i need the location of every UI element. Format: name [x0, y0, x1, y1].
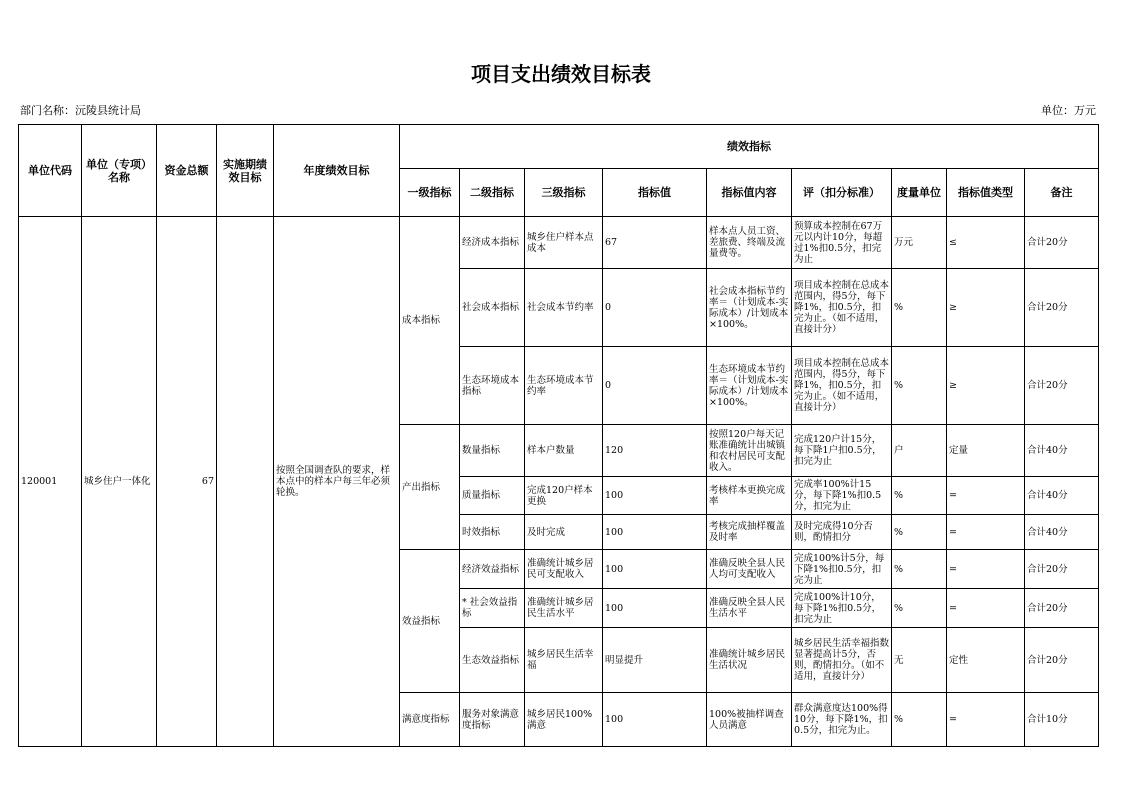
level1-cost: 成本指标 — [400, 217, 460, 425]
table-cell-scoring: 预算成本控制在67万元以内计10分，每超过1%扣0.5分，扣完为止 — [792, 217, 892, 269]
table-cell-content: 按照120户每天记账准确统计出城镇和农村居民可支配收入。 — [707, 425, 792, 477]
table-cell-value: 67 — [603, 217, 707, 269]
table-cell-unit: 户 — [892, 425, 947, 477]
table-cell-unit: 无 — [892, 628, 947, 693]
table-cell-l3: 城乡居民生活幸福 — [525, 628, 603, 693]
table-cell-value: 100 — [603, 693, 707, 747]
table-cell-value: 100 — [603, 589, 707, 628]
table-cell-value: 120 — [603, 425, 707, 477]
table-cell-scoring: 及时完成得10分否则，酌情扣分 — [792, 515, 892, 550]
table-cell-l2: 服务对象满意度指标 — [460, 693, 525, 747]
table-cell-unit: % — [892, 347, 947, 425]
table-cell-l2: 数量指标 — [460, 425, 525, 477]
table-cell-remark: 合计20分 — [1025, 589, 1099, 628]
table-cell-l2: 经济成本指标 — [460, 217, 525, 269]
table-cell-type: ≥ — [947, 269, 1025, 347]
table-cell-value: 100 — [603, 477, 707, 515]
table-cell-content: 准确统计城乡居民生活状况 — [707, 628, 792, 693]
header-remark: 备注 — [1025, 169, 1099, 217]
project-name: 城乡住户一体化 — [82, 217, 157, 747]
table-cell-l3: 准确统计城乡居民生活水平 — [525, 589, 603, 628]
table-cell-content: 考核样本更换完成率 — [707, 477, 792, 515]
table-cell-remark: 合计20分 — [1025, 347, 1099, 425]
table-cell-l3: 城乡住户样本点成本 — [525, 217, 603, 269]
table-cell-content: 生态环境成本节约率＝（计划成本-实际成本）/计划成本×100%。 — [707, 347, 792, 425]
table-cell-l2: * 社会效益指标 — [460, 589, 525, 628]
header-measure-unit: 度量单位 — [892, 169, 947, 217]
header-value-type: 指标值类型 — [947, 169, 1025, 217]
table-cell-unit: % — [892, 269, 947, 347]
table-cell-type: ≤ — [947, 217, 1025, 269]
table-cell-l3: 样本户数量 — [525, 425, 603, 477]
table-cell-unit: % — [892, 589, 947, 628]
header-period-goal: 实施期绩效目标 — [217, 125, 274, 217]
header-level1: 一级指标 — [400, 169, 460, 217]
table-cell-remark: 合计20分 — [1025, 269, 1099, 347]
table-cell-content: 社会成本指标节约率＝（计划成本-实际成本）/计划成本×100%。 — [707, 269, 792, 347]
project-annual-goal: 按照全国调查队的要求，样本点中的样本户每三年必须轮换。 — [274, 217, 400, 747]
table-cell-type: 定量 — [947, 425, 1025, 477]
table-cell-l2: 生态效益指标 — [460, 628, 525, 693]
table-cell-scoring: 项目成本控制在总成本范围内，得5分，每下降1%，扣0.5分，扣完为止。（如不适用，直接计分） — [792, 347, 892, 425]
table-cell-type: = — [947, 693, 1025, 747]
table-cell-unit: % — [892, 550, 947, 589]
table-cell-l3: 及时完成 — [525, 515, 603, 550]
table-cell-l2: 质量指标 — [460, 477, 525, 515]
header-level3: 三级指标 — [525, 169, 603, 217]
table-cell-scoring: 完成120户计15分，每下降1户扣0.5分，扣完为止 — [792, 425, 892, 477]
table-cell-type: 定性 — [947, 628, 1025, 693]
table-cell-l3: 城乡居民100%满意 — [525, 693, 603, 747]
table-cell-remark: 合计40分 — [1025, 425, 1099, 477]
project-code: 120001 — [19, 217, 82, 747]
project-total-funds: 67 — [157, 217, 217, 747]
table-cell-content: 准确反映全县人民生活水平 — [707, 589, 792, 628]
currency-unit-label: 单位：万元 — [1041, 104, 1096, 117]
table-cell-content: 100%被抽样调查人员满意 — [707, 693, 792, 747]
table-cell-unit: % — [892, 515, 947, 550]
table-cell-type: = — [947, 515, 1025, 550]
table-cell-l3: 社会成本节约率 — [525, 269, 603, 347]
table-cell-l2: 经济效益指标 — [460, 550, 525, 589]
table-cell-value: 0 — [603, 347, 707, 425]
table-cell-scoring: 项目成本控制在总成本范围内，得5分，每下降1%，扣0.5分，扣完为止。（如不适用，直接计分） — [792, 269, 892, 347]
table-cell-remark: 合计10分 — [1025, 693, 1099, 747]
table-cell-type: = — [947, 477, 1025, 515]
performance-target-table — [18, 124, 1099, 747]
level1-output: 产出指标 — [400, 425, 460, 550]
header-performance-indicators: 绩效指标 — [400, 125, 1099, 169]
header-scoring: 评（扣分标准） — [792, 169, 892, 217]
table-cell-l2: 社会成本指标 — [460, 269, 525, 347]
header-total-funds: 资金总额 — [157, 125, 217, 217]
table-cell-remark: 合计20分 — [1025, 217, 1099, 269]
table-cell-l3: 准确统计城乡居民可支配收入 — [525, 550, 603, 589]
department-label: 部门名称：沅陵县统计局 — [20, 104, 141, 117]
table-cell-content: 样本点人员工资、差旅费、终端及流量费等。 — [707, 217, 792, 269]
table-cell-unit: 万元 — [892, 217, 947, 269]
table-cell-scoring: 群众满意度达100%得10分，每下降1%，扣0.5分，扣完为止。 — [792, 693, 892, 747]
table-cell-value: 100 — [603, 550, 707, 589]
table-cell-unit: % — [892, 693, 947, 747]
level1-benefit: 效益指标 — [400, 550, 460, 693]
table-cell-value: 100 — [603, 515, 707, 550]
table-cell-type: = — [947, 589, 1025, 628]
level1-satisfaction: 满意度指标 — [400, 693, 460, 747]
table-cell-unit: % — [892, 477, 947, 515]
table-cell-l2: 时效指标 — [460, 515, 525, 550]
table-cell-scoring: 城乡居民生活幸福指数显著提高计5分，否则，酌情扣分。（如不适用，直接计分） — [792, 628, 892, 693]
header-value: 指标值 — [603, 169, 707, 217]
table-cell-type: ≥ — [947, 347, 1025, 425]
header-value-content: 指标值内容 — [707, 169, 792, 217]
header-level2: 二级指标 — [460, 169, 525, 217]
table-cell-value: 0 — [603, 269, 707, 347]
table-cell-scoring: 完成100%计5分，每下降1%扣0.5分，扣完为止 — [792, 550, 892, 589]
table-cell-remark: 合计20分 — [1025, 628, 1099, 693]
header-unit-code: 单位代码 — [19, 125, 82, 217]
table-cell-scoring: 完成100%计10分，每下降1%扣0.5分，扣完为止 — [792, 589, 892, 628]
table-cell-scoring: 完成率100%计15分，每下降1%扣0.5分，扣完为止 — [792, 477, 892, 515]
table-cell-remark: 合计40分 — [1025, 515, 1099, 550]
table-cell-l2: 生态环境成本指标 — [460, 347, 525, 425]
table-cell-content: 考核完成抽样覆盖及时率 — [707, 515, 792, 550]
table-cell-l3: 完成120户样本更换 — [525, 477, 603, 515]
page-title: 项目支出绩效目标表 — [471, 62, 651, 86]
table-cell-value: 明显提升 — [603, 628, 707, 693]
header-unit-name: 单位（专项）名称 — [82, 125, 157, 217]
table-cell-content: 准确反映全县人民人均可支配收入 — [707, 550, 792, 589]
header-annual-goal: 年度绩效目标 — [274, 125, 400, 217]
table-cell-remark: 合计20分 — [1025, 550, 1099, 589]
table-cell-l3: 生态环境成本节约率 — [525, 347, 603, 425]
table-cell-remark: 合计40分 — [1025, 477, 1099, 515]
project-period-goal — [217, 217, 274, 747]
table-cell-type: = — [947, 550, 1025, 589]
